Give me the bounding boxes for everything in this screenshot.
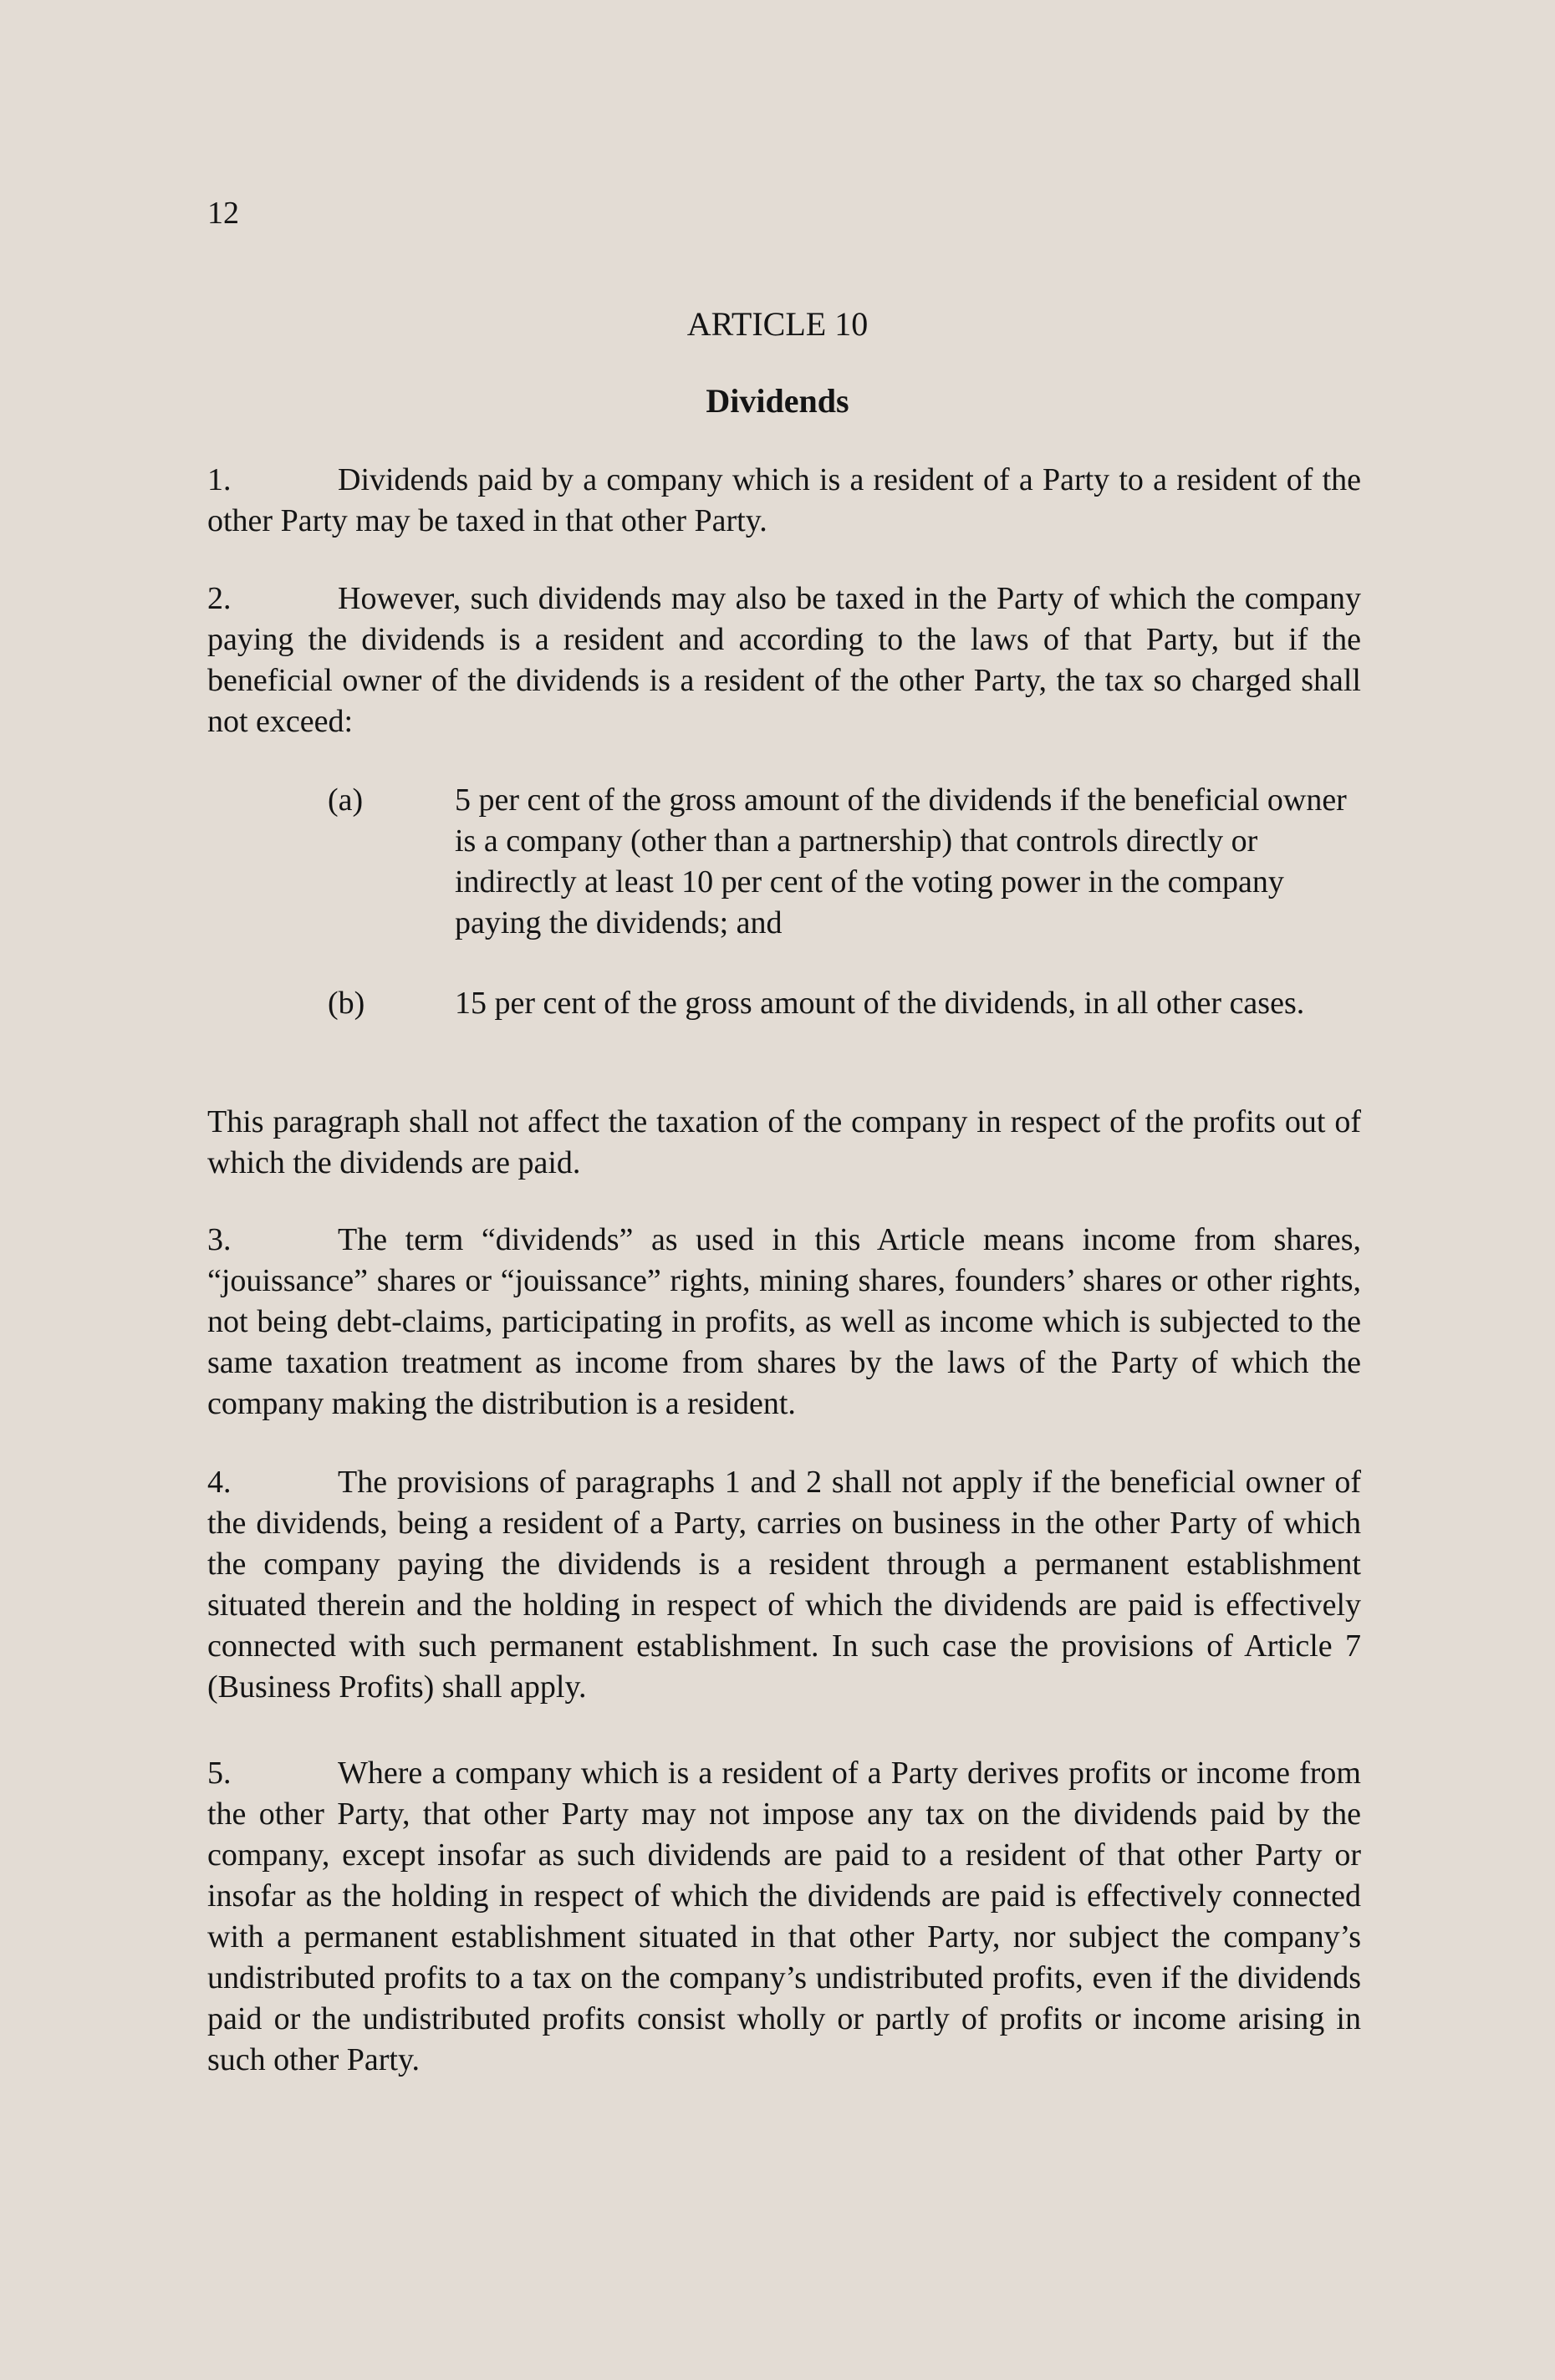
subparagraph-label: (b)	[328, 986, 365, 1021]
subparagraph-b	[328, 983, 1364, 1024]
paragraph-text: The provisions of paragraphs 1 and 2 shall not apply if the beneficial owner of the dividends, being a resident of a Party, carries on business in the other Party of which the company paying the dividends is a resident through a permanent establishment situated therein and the holding in respect of which the dividends are paid is effectively connected with such permanent establishment. In such case the provisions of Article 7 (Business Profits) shall apply.	[207, 1465, 1361, 1705]
subparagraph-text: 15 per cent of the gross amount of the dividends, in all other cases.	[455, 986, 1305, 1021]
paragraph-number: 2.	[207, 581, 232, 616]
article-subtitle: Dividends	[706, 382, 849, 420]
paragraph-number: 1.	[207, 462, 232, 497]
paragraph-1	[207, 460, 1361, 542]
paragraph-text: Dividends paid by a company which is a resident of a Party to a resident of the other Party may be taxed in that other Party.	[207, 462, 1361, 538]
page-number: 12	[207, 196, 239, 231]
paragraph-number: 5.	[207, 1756, 232, 1791]
subparagraph-label: (a)	[328, 782, 364, 818]
paragraph-number: 3.	[207, 1222, 232, 1257]
paragraph-2-closing: This paragraph shall not affect the taxation of the company in respect of the profits out of which the dividends are paid.	[207, 1104, 1361, 1180]
paragraph-text: However, such dividends may also be taxed in the Party of which the company paying the dividends is a resident and according to the laws of that Party, but if the beneficial owner of the dividends is a resident of the other Party, the tax so charged shall not exceed:	[207, 581, 1361, 739]
paragraph-text: The term “dividends” as used in this Article means income from shares, “jouissance” shares or “jouissance” rights, mining shares, founders’ shares or other rights, not being debt-claims, participating in profits, as well as income which is subjected to the same taxation treatment as income from shares by the laws of the Party of which the company making the distribution is a resident.	[207, 1222, 1361, 1421]
article-title: ARTICLE 10	[686, 305, 869, 343]
subparagraph-text: 5 per cent of the gross amount of the dividends if the beneficial owner is a company (other than a partnership) that controls directly or indirectly at least 10 per cent of the voting power in the company paying the dividends; and	[455, 782, 1347, 940]
paragraph-3	[207, 1220, 1361, 1424]
paragraph-4	[207, 1462, 1361, 1708]
paragraph-text: Where a company which is a resident of a Party derives profits or income from the other Party, that other Party may not impose any tax on the dividends paid by the company, except insofar as such dividends are paid to a resident of that other Party or insofar as the holding in respect of which the dividends are paid is effectively connected with a permanent establishment situated in that other Party, nor subject the company’s undistributed profits to a tax on the company’s undistributed profits, even if the dividends paid or the undistributed profits consist wholly or partly of profits or income arising in such other Party.	[207, 1756, 1361, 2077]
paragraph-5	[207, 1753, 1361, 2081]
subparagraph-a	[328, 780, 1364, 944]
paragraph-2	[207, 578, 1361, 742]
paragraph-number: 4.	[207, 1465, 232, 1500]
